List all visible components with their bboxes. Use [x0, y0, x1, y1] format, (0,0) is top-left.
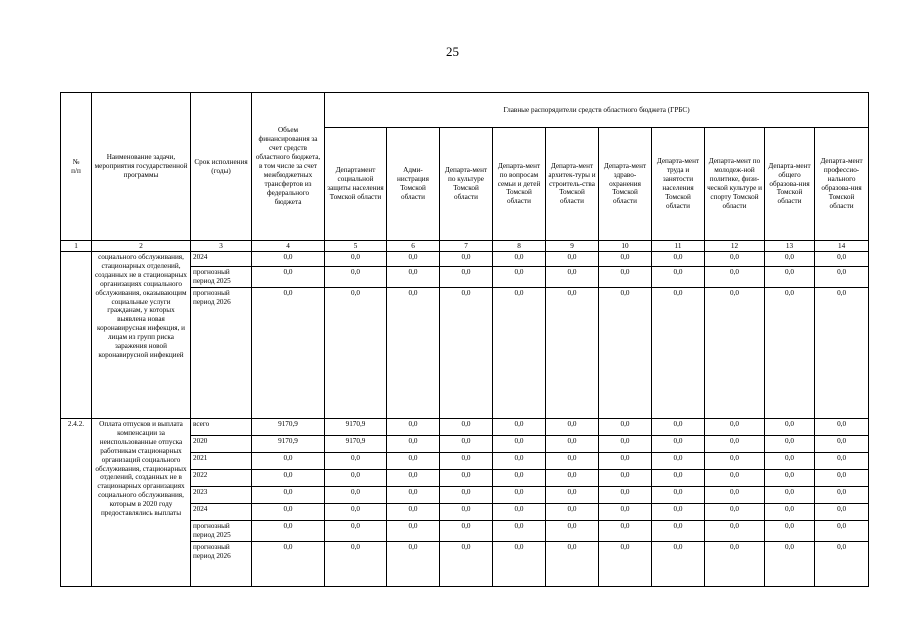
period-cell: 2024 — [191, 252, 252, 267]
value-cell: 0,0 — [440, 252, 493, 267]
header-grbs-group: Главные распорядители средств областного бюджета (ГРБС) — [325, 93, 869, 128]
value-cell: 0,0 — [252, 470, 325, 487]
value-cell: 0,0 — [599, 470, 652, 487]
value-cell: 0,0 — [325, 504, 387, 521]
value-cell: 0,0 — [252, 453, 325, 470]
column-number: 10 — [599, 241, 652, 252]
value-cell: 0,0 — [652, 288, 705, 419]
column-number: 4 — [252, 241, 325, 252]
task-name: социального обслуживания, стационарных отделений, созданных не в стационарных организациях социального обслуживания, оказывающим социальные услуги гражданам, у которых выявлена новая коронавирусная инфекция, и лицам из групп риска заражения новой коронавирусной инфекцией — [92, 252, 191, 419]
value-cell: 0,0 — [652, 470, 705, 487]
value-cell: 0,0 — [652, 267, 705, 288]
value-cell: 0,0 — [325, 542, 387, 587]
period-cell: 2021 — [191, 453, 252, 470]
value-cell: 0,0 — [705, 453, 765, 470]
header-term: Срок исполнения (годы) — [191, 93, 252, 241]
value-cell: 0,0 — [387, 487, 440, 504]
value-cell: 0,0 — [765, 487, 815, 504]
value-cell: 0,0 — [325, 267, 387, 288]
value-cell: 0,0 — [765, 453, 815, 470]
value-cell: 0,0 — [387, 252, 440, 267]
value-cell: 0,0 — [387, 419, 440, 436]
value-cell: 0,0 — [252, 267, 325, 288]
value-cell: 0,0 — [815, 419, 869, 436]
value-cell: 0,0 — [252, 504, 325, 521]
table-body — [61, 252, 869, 587]
value-cell: 0,0 — [815, 504, 869, 521]
value-cell: 0,0 — [325, 252, 387, 267]
value-cell: 0,0 — [652, 419, 705, 436]
column-number: 6 — [387, 241, 440, 252]
value-cell: 0,0 — [705, 487, 765, 504]
column-number: 11 — [652, 241, 705, 252]
column-number: 9 — [546, 241, 599, 252]
value-cell: 0,0 — [705, 542, 765, 587]
value-cell: 0,0 — [599, 542, 652, 587]
header-name: Наименование задачи, мероприятия государственной программы — [92, 93, 191, 241]
column-number: 1 — [61, 241, 92, 252]
header-grbs: Департа-мент труда и занятости населения Томской области — [652, 128, 705, 241]
value-cell: 0,0 — [252, 487, 325, 504]
value-cell: 0,0 — [493, 487, 546, 504]
value-cell: 0,0 — [387, 542, 440, 587]
value-cell: 0,0 — [599, 419, 652, 436]
value-cell: 0,0 — [652, 436, 705, 453]
value-cell: 0,0 — [652, 252, 705, 267]
value-cell: 0,0 — [599, 521, 652, 542]
column-number: 8 — [493, 241, 546, 252]
value-cell: 0,0 — [705, 267, 765, 288]
value-cell: 0,0 — [440, 267, 493, 288]
value-cell: 0,0 — [387, 288, 440, 419]
value-cell: 0,0 — [493, 252, 546, 267]
value-cell: 0,0 — [252, 542, 325, 587]
value-cell: 0,0 — [440, 470, 493, 487]
value-cell: 0,0 — [546, 252, 599, 267]
value-cell: 0,0 — [652, 542, 705, 587]
value-cell: 0,0 — [815, 521, 869, 542]
value-cell: 0,0 — [493, 419, 546, 436]
header-volume: Объем финансирования за счет средств областного бюджета, в том числе за счет межбюджетных трансфертов из федерального бюджета — [252, 93, 325, 241]
value-cell: 0,0 — [765, 521, 815, 542]
value-cell: 0,0 — [546, 419, 599, 436]
header-grbs: Департа-мент по культуре Томской области — [440, 128, 493, 241]
header-grbs: Департа-мент профессио-нального образова-ния Томской области — [815, 128, 869, 241]
value-cell: 0,0 — [765, 436, 815, 453]
value-cell: 0,0 — [599, 487, 652, 504]
value-cell: 0,0 — [440, 521, 493, 542]
header-grbs: Департа-мент по вопросам семьи и детей Томской области — [493, 128, 546, 241]
value-cell: 0,0 — [387, 521, 440, 542]
value-cell: 0,0 — [546, 267, 599, 288]
value-cell: 0,0 — [440, 504, 493, 521]
value-cell: 0,0 — [705, 470, 765, 487]
value-cell: 0,0 — [325, 470, 387, 487]
value-cell: 0,0 — [493, 267, 546, 288]
value-cell: 0,0 — [815, 436, 869, 453]
value-cell: 0,0 — [440, 487, 493, 504]
value-cell: 0,0 — [599, 288, 652, 419]
value-cell: 0,0 — [815, 288, 869, 419]
value-cell: 0,0 — [546, 453, 599, 470]
column-number: 7 — [440, 241, 493, 252]
value-cell: 0,0 — [325, 453, 387, 470]
value-cell: 0,0 — [599, 453, 652, 470]
value-cell: 0,0 — [493, 542, 546, 587]
value-cell: 0,0 — [387, 267, 440, 288]
value-cell: 0,0 — [252, 252, 325, 267]
value-cell: 0,0 — [387, 504, 440, 521]
period-cell: 2024 — [191, 504, 252, 521]
value-cell: 0,0 — [705, 436, 765, 453]
value-cell: 0,0 — [387, 436, 440, 453]
value-cell: 0,0 — [493, 436, 546, 453]
header-grbs: Департа-мент общего образова-ния Томской области — [765, 128, 815, 241]
value-cell: 0,0 — [546, 288, 599, 419]
value-cell: 0,0 — [765, 252, 815, 267]
value-cell: 0,0 — [440, 288, 493, 419]
value-cell: 9170,9 — [325, 419, 387, 436]
value-cell: 0,0 — [440, 419, 493, 436]
value-cell: 0,0 — [599, 267, 652, 288]
period-cell: прогнозный период 2025 — [191, 521, 252, 542]
value-cell: 0,0 — [599, 504, 652, 521]
column-number: 13 — [765, 241, 815, 252]
page-number: 25 — [446, 44, 459, 59]
value-cell: 0,0 — [705, 504, 765, 521]
table-row — [61, 252, 869, 267]
column-number: 3 — [191, 241, 252, 252]
value-cell: 0,0 — [705, 252, 765, 267]
value-cell: 0,0 — [705, 521, 765, 542]
period-cell: прогнозный период 2025 — [191, 267, 252, 288]
task-name: Оплата отпусков и выплата компенсации за неиспользованные отпуска работникам стационарных организаций социального обслуживания, стационарных отделений, созданных не в стационарных организациях социального обслуживания, которым в 2020 году предоставлялись выплаты — [92, 419, 191, 587]
value-cell: 0,0 — [765, 504, 815, 521]
header-grbs: Департамент социальной защиты населения Томской области — [325, 128, 387, 241]
value-cell: 0,0 — [765, 542, 815, 587]
value-cell: 0,0 — [652, 487, 705, 504]
header-grbs: Департа-мент здраво-охранения Томской области — [599, 128, 652, 241]
value-cell: 0,0 — [493, 470, 546, 487]
period-cell: 2020 — [191, 436, 252, 453]
period-cell: 2022 — [191, 470, 252, 487]
value-cell: 0,0 — [325, 487, 387, 504]
value-cell: 9170,9 — [252, 436, 325, 453]
header-grbs: Адми-нистрация Томской области — [387, 128, 440, 241]
value-cell: 0,0 — [387, 470, 440, 487]
value-cell: 9170,9 — [325, 436, 387, 453]
value-cell: 0,0 — [546, 542, 599, 587]
column-number: 5 — [325, 241, 387, 252]
value-cell: 0,0 — [493, 453, 546, 470]
period-cell: всего — [191, 419, 252, 436]
value-cell: 0,0 — [765, 288, 815, 419]
table-row — [61, 419, 869, 436]
value-cell: 0,0 — [252, 521, 325, 542]
table-header — [61, 93, 869, 252]
value-cell: 0,0 — [546, 487, 599, 504]
header-grbs: Департа-мент по молодеж-ной политике, физи-ческой культуре и спорту Томской области — [705, 128, 765, 241]
value-cell: 0,0 — [815, 252, 869, 267]
value-cell: 0,0 — [387, 453, 440, 470]
value-cell: 0,0 — [599, 436, 652, 453]
value-cell: 0,0 — [493, 504, 546, 521]
period-cell: прогнозный период 2026 — [191, 542, 252, 587]
value-cell: 0,0 — [493, 288, 546, 419]
value-cell: 0,0 — [493, 521, 546, 542]
value-cell: 0,0 — [765, 470, 815, 487]
value-cell: 0,0 — [652, 453, 705, 470]
value-cell: 0,0 — [705, 419, 765, 436]
value-cell: 0,0 — [652, 521, 705, 542]
budget-table — [60, 92, 869, 587]
column-number: 2 — [92, 241, 191, 252]
column-number-row — [61, 241, 869, 252]
value-cell: 0,0 — [252, 288, 325, 419]
column-number: 12 — [705, 241, 765, 252]
value-cell: 0,0 — [765, 267, 815, 288]
row-number — [61, 252, 92, 419]
value-cell: 0,0 — [599, 252, 652, 267]
value-cell: 0,0 — [546, 521, 599, 542]
value-cell: 0,0 — [325, 288, 387, 419]
value-cell: 0,0 — [546, 504, 599, 521]
value-cell: 0,0 — [546, 436, 599, 453]
value-cell: 0,0 — [815, 453, 869, 470]
value-cell: 0,0 — [440, 542, 493, 587]
header-grbs: Департа-мент архитек-туры и строитель-ства Томской области — [546, 128, 599, 241]
value-cell: 0,0 — [705, 288, 765, 419]
value-cell: 0,0 — [815, 542, 869, 587]
value-cell: 0,0 — [440, 453, 493, 470]
value-cell: 0,0 — [815, 267, 869, 288]
value-cell: 0,0 — [765, 419, 815, 436]
value-cell: 0,0 — [440, 436, 493, 453]
value-cell: 0,0 — [325, 521, 387, 542]
value-cell: 0,0 — [652, 504, 705, 521]
value-cell: 9170,9 — [252, 419, 325, 436]
header-number: № п/п — [61, 93, 92, 241]
period-cell: прогнозный период 2026 — [191, 288, 252, 419]
value-cell: 0,0 — [546, 470, 599, 487]
value-cell: 0,0 — [815, 470, 869, 487]
column-number: 14 — [815, 241, 869, 252]
row-number: 2.4.2. — [61, 419, 92, 587]
value-cell: 0,0 — [815, 487, 869, 504]
period-cell: 2023 — [191, 487, 252, 504]
